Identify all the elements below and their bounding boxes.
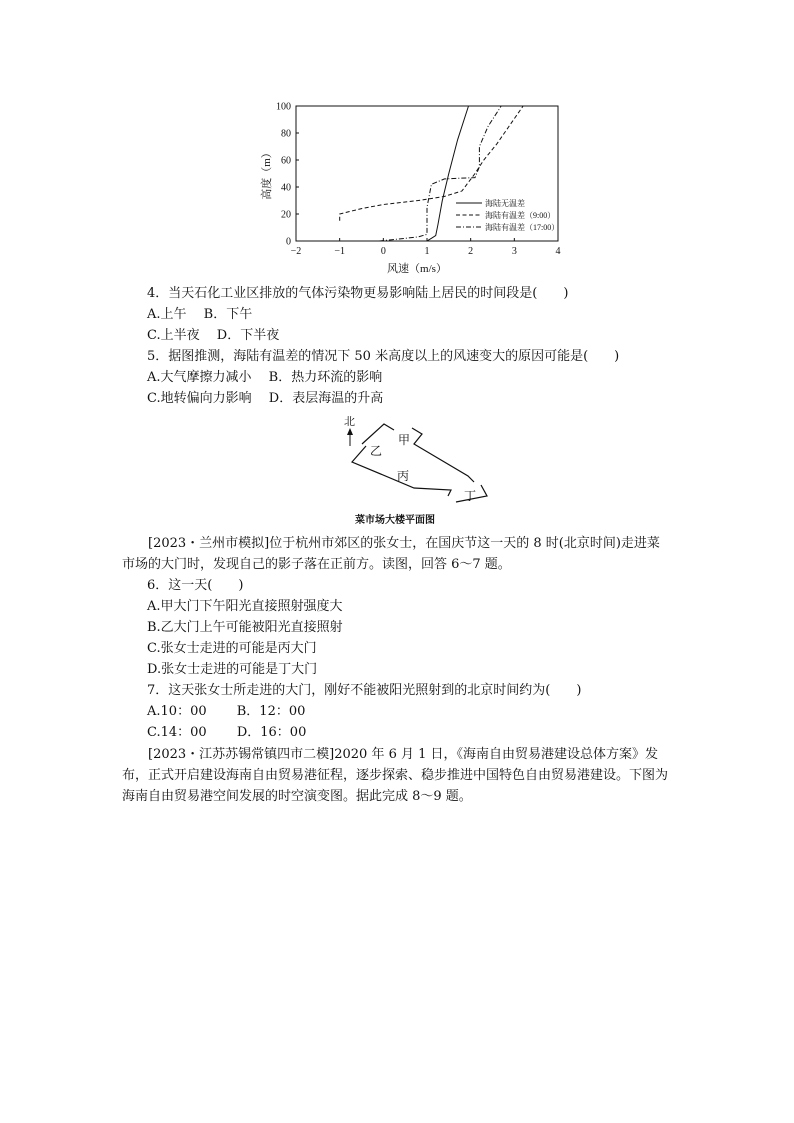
q7-option-a[interactable]: A.10：00 — [147, 704, 207, 719]
market-plan-diagram — [330, 410, 500, 528]
intro-6-7: [2023・兰州市模拟]位于杭州市郊区的张女士，在国庆节这一天的 8 时(北京时间)走进菜市场的大门时，发现自己的影子落在正前方。读图，回答 6～7 题。 — [122, 536, 660, 572]
q5-options-row2 — [147, 389, 383, 409]
x-tick-label: 3 — [511, 246, 517, 257]
q5-option-d[interactable]: D．表层海温的升高 — [268, 391, 384, 406]
q4-option-a[interactable]: A.上午 — [147, 307, 187, 322]
gate-ding-label: 丁 — [464, 489, 477, 503]
q4-options-row1 — [147, 305, 252, 325]
q6-stem: 6．这一天( ) — [147, 578, 244, 593]
q7-stem: 7．这天张女士所走进的大门，刚好不能被阳光照射到的北京时间约为( ) — [147, 683, 582, 698]
x-tick-label: 4 — [555, 246, 561, 257]
plan-caption: 菜市场大楼平面图 — [355, 515, 435, 526]
y-tick-label: 60 — [281, 155, 291, 167]
q4-options-row2 — [147, 326, 279, 346]
x-tick-label: 0 — [380, 246, 386, 257]
q4-option-c[interactable]: C.上半夜 — [147, 328, 200, 343]
q4-option-d[interactable]: D．下半夜 — [216, 328, 280, 343]
series-line-3 — [379, 106, 501, 241]
wind-speed-chart — [250, 98, 570, 280]
gate-jia-label: 甲 — [398, 433, 411, 447]
legend-label-3: 海陆有温差（17:00） — [485, 223, 560, 232]
gate-bing-label: 丙 — [397, 469, 410, 483]
q6-option-c[interactable]: C.张女士走进的可能是丙大门 — [147, 641, 317, 656]
gate-yi-label: 乙 — [370, 444, 383, 458]
x-tick-label: −2 — [290, 246, 302, 257]
legend-label-1: 海陆无温差 — [485, 199, 525, 208]
y-axis-label: 高度（m） — [261, 147, 273, 200]
q4-option-b[interactable]: B．下午 — [203, 307, 253, 322]
y-tick-label: 40 — [281, 182, 291, 194]
wind-speed-chart-svg — [250, 98, 570, 280]
x-axis-label: 风速（m/s） — [387, 263, 447, 275]
y-tick-label: 0 — [286, 236, 291, 248]
north-arrow-icon — [347, 428, 353, 435]
north-label: 北 — [344, 415, 355, 428]
q5-option-b[interactable]: B．热力环流的影响 — [268, 370, 383, 385]
intro-8-9: [2023・江苏苏锡常镇四市二模]2020 年 6 月 1 日，《海南自由贸易港建设总体方案》发布，正式开启建设海南自由贸易港征程，逐步探索、稳步推进中国特色自由贸易港建设。下图为海南自由贸易港空间发展的时空演变图。据此完成 8～9 题。 — [122, 747, 669, 804]
x-tick-label: 2 — [468, 246, 474, 257]
q7-options-row1 — [147, 702, 305, 722]
q7-option-b[interactable]: B．12：00 — [236, 704, 306, 719]
x-tick-label: −1 — [334, 246, 345, 257]
q6-option-b[interactable]: B.乙大门上午可能被阳光直接照射 — [147, 620, 343, 635]
market-plan-svg — [330, 410, 500, 528]
q5-options-row1 — [147, 368, 382, 388]
q6-option-d[interactable]: D.张女士走进的可能是丁大门 — [147, 662, 318, 677]
legend-label-2: 海陆有温差（9:00） — [485, 211, 556, 220]
q5-option-c[interactable]: C.地转偏向力影响 — [147, 391, 252, 406]
plan-wall-nw — [362, 424, 394, 444]
x-tick-label: 1 — [424, 246, 430, 257]
y-tick-label: 20 — [281, 209, 291, 221]
y-tick-label: 80 — [281, 128, 291, 140]
q6-option-a[interactable]: A.甲大门下午阳光直接照射强度大 — [147, 599, 343, 614]
q7-options-row2 — [147, 723, 306, 743]
q7-option-d[interactable]: D．16：00 — [236, 725, 307, 740]
q5-stem: 5．据图推测，海陆有温差的情况下 50 米高度以上的风速变大的原因可能是( ) — [147, 349, 620, 364]
q7-option-c[interactable]: C.14：00 — [147, 725, 207, 740]
q5-option-a[interactable]: A.大气摩擦力减小 — [147, 370, 252, 385]
series-line-1 — [427, 106, 469, 241]
y-tick-label: 100 — [276, 101, 291, 113]
q4-stem: 4．当天石化工业区排放的气体污染物更易影响陆上居民的时间段是( ) — [147, 286, 569, 301]
plan-wall-ne — [412, 428, 474, 482]
